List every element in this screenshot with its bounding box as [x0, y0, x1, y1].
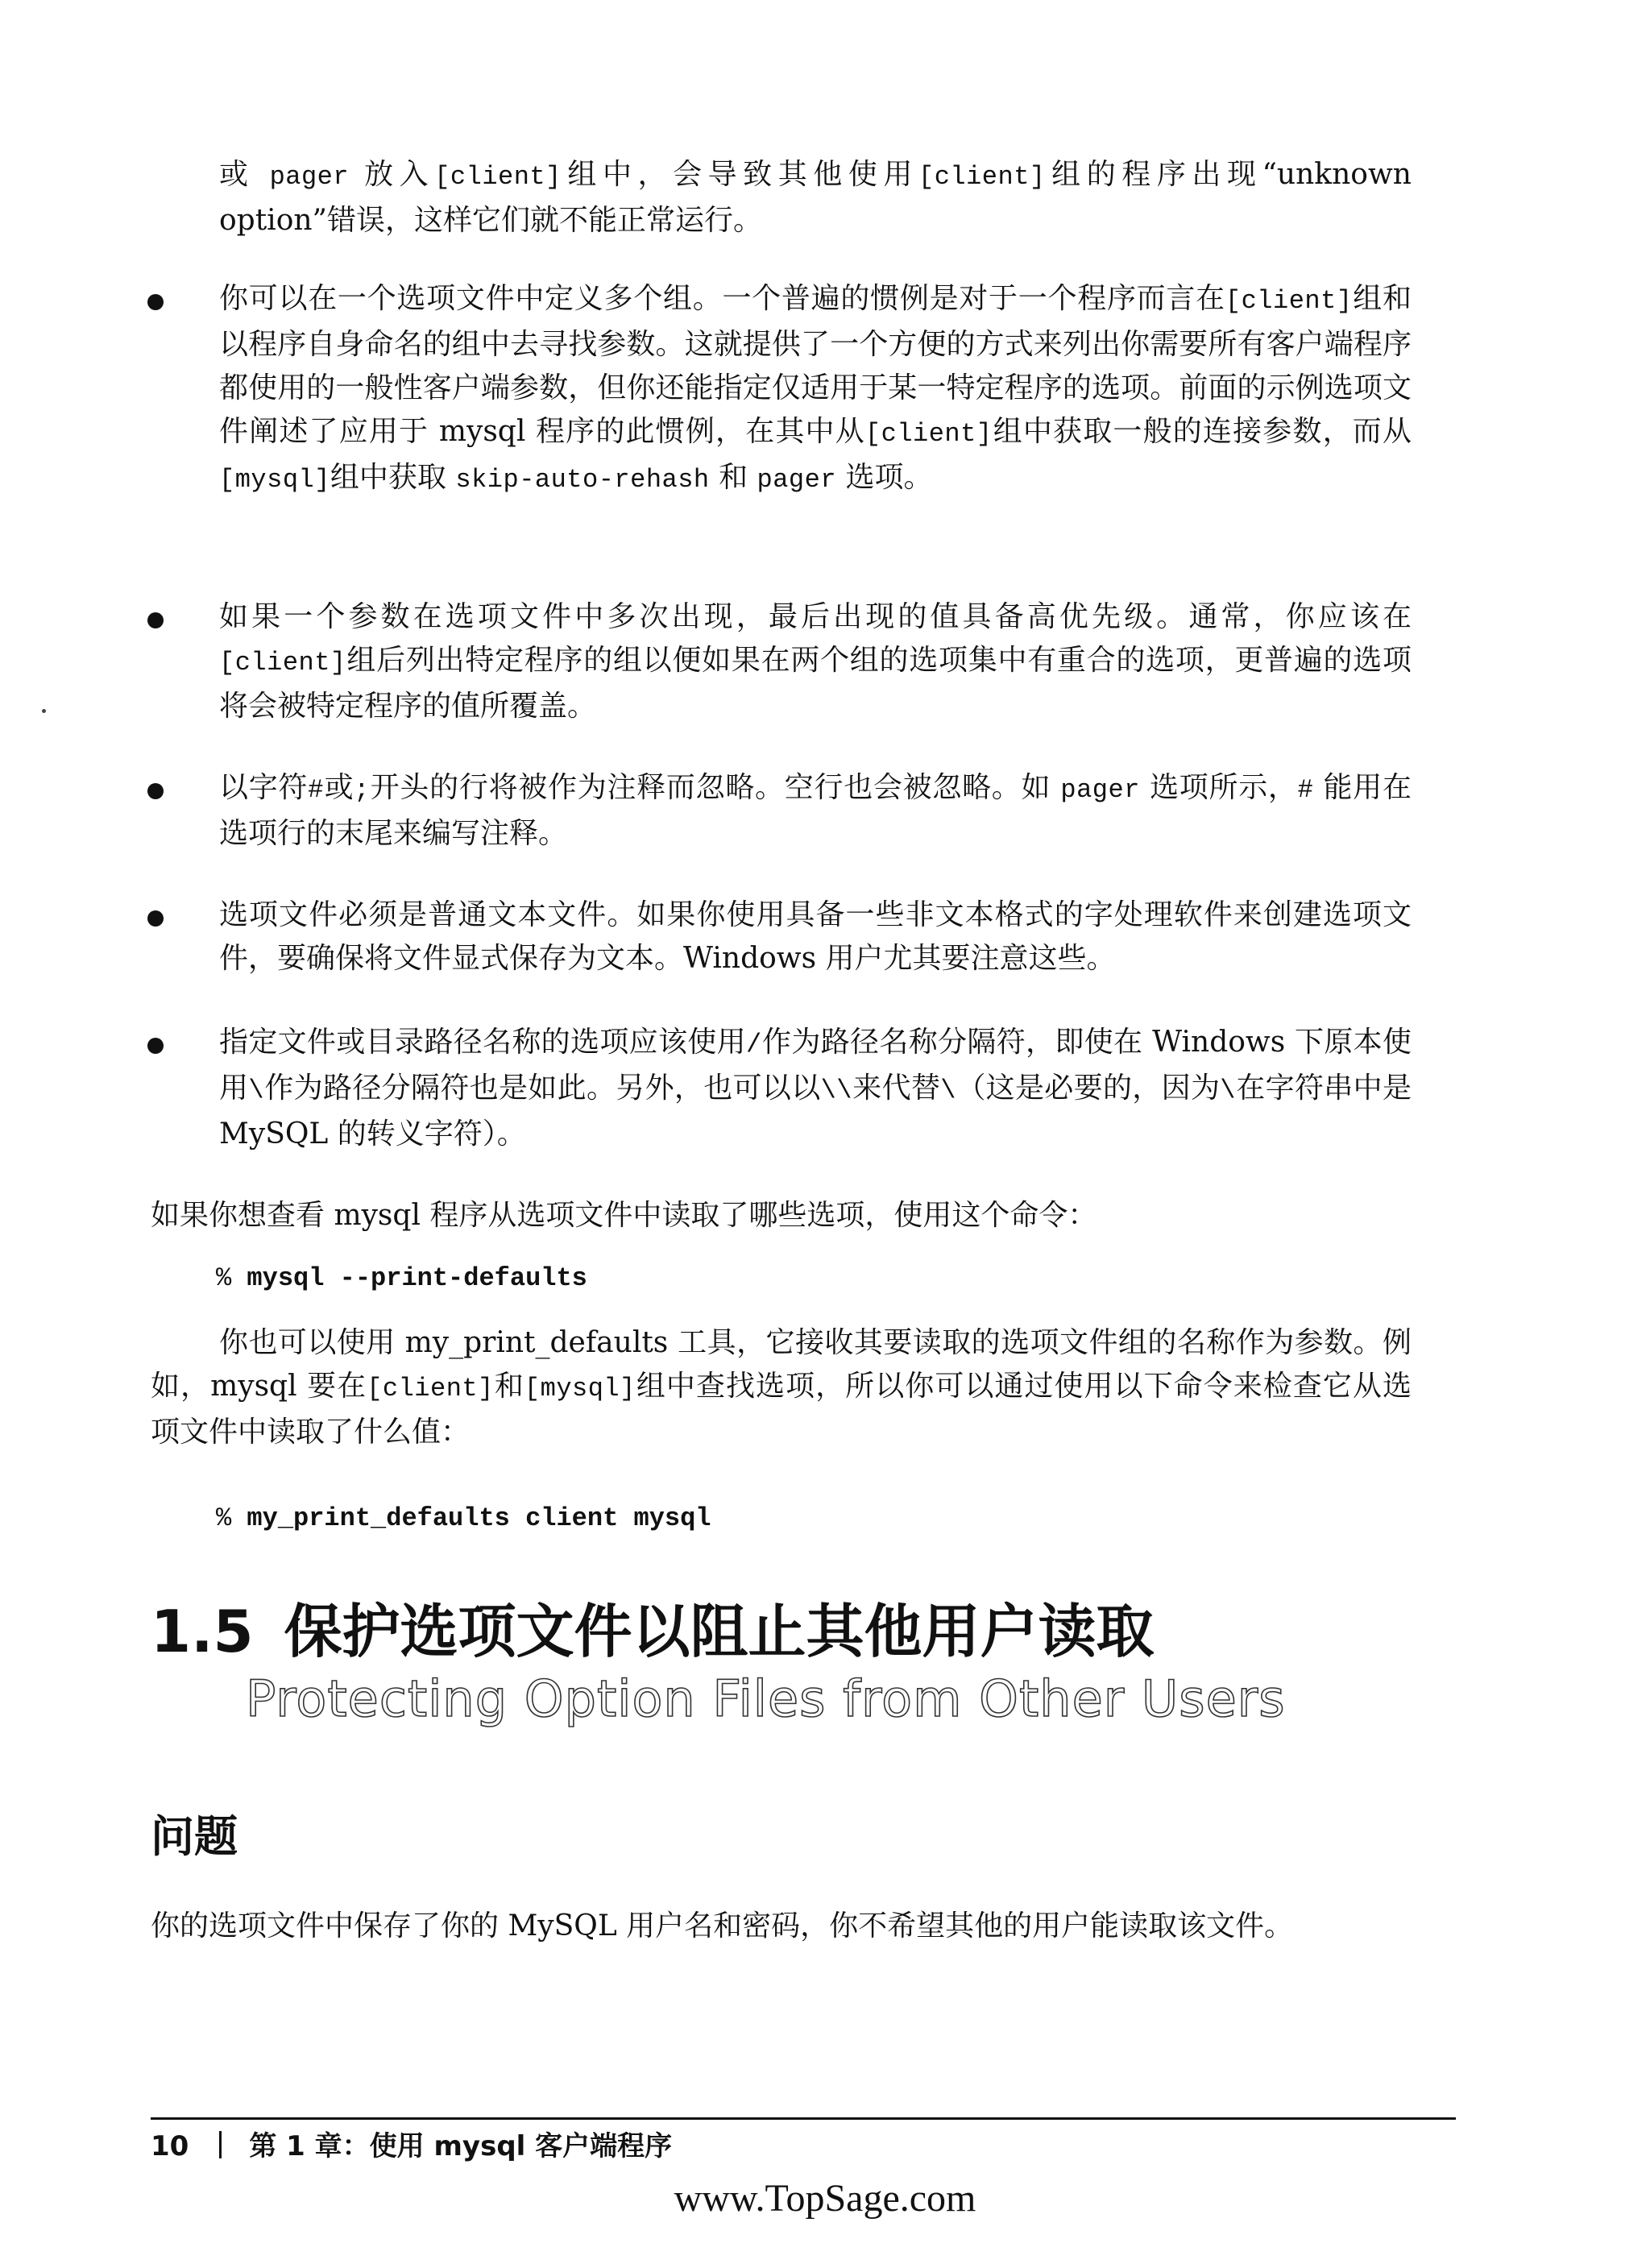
- print-defaults-paragraph: 如果你想查看 mysql 程序从选项文件中读取了哪些选项，使用这个命令：: [151, 1199, 1097, 1232]
- section-heading: [151, 1597, 1155, 1666]
- page-number: 10: [151, 2130, 189, 2162]
- bullet-marker: [147, 294, 164, 310]
- footer-rule: [151, 2117, 1456, 2120]
- scan-speck: [42, 709, 46, 713]
- bullet-marker: [147, 612, 164, 628]
- watermark-url: www.TopSage.com: [674, 2177, 976, 2220]
- bullet-item-comments: 以字符#或;开头的行将被作为注释而忽略。空行也会被忽略。如 pager 选项所示，# 能用在选项行的末尾来编写注释。: [219, 771, 1412, 850]
- command-my-print-defaults: % my_print_defaults client mysql: [216, 1503, 711, 1533]
- problem-heading: 问题: [151, 1811, 238, 1862]
- bullet-item-path-separator: 指定文件或目录路径名称的选项应该使用/作为路径名称分隔符，即使在 Windows 下原本使用\作为路径分隔符也是如此。另外，也可以以\\来代替\（这是必要的，因为\在字符串中是 MySQL 的转义字符）。: [219, 1026, 1412, 1151]
- bullet-item-groups: 你可以在一个选项文件中定义多个组。一个普遍的惯例是对于一个程序而言在[client]组和以程序自身命名的组中去寻找参数。这就提供了一个方便的方式来列出你需要所有客户端程序都使用的一般性客户端参数，但你还能指定仅适用于某一特定程序的选项。前面的示例选项文件阐述了应用于 mysql 程序的此惯例，在其中从[client]组中获取一般的连接参数，而从[mysql]组中获取 skip-auto-rehash 和 pager 选项。: [219, 282, 1412, 495]
- section-title-text: 保护选项文件以阻止其他用户读取: [284, 1598, 1155, 1665]
- section-number: 1.5: [151, 1598, 254, 1665]
- section-english-subtitle: Protecting Option Files from Other Users: [246, 1669, 1286, 1728]
- bullet-marker: [147, 783, 164, 799]
- continuation-paragraph: 或 pager 放入[client]组中，会导致其他使用[client]组的程序出现“unknown option”错误，这样它们就不能正常运行。: [219, 158, 1412, 237]
- bullet-item-plain-text: 选项文件必须是普通文本文件。如果你使用具备一些非文本格式的字处理软件来创建选项文件，要确保将文件显式保存为文本。Windows 用户尤其要注意这些。: [219, 898, 1412, 975]
- problem-paragraph: 你的选项文件中保存了你的 MySQL 用户名和密码，你不希望其他的用户能读取该文件。: [151, 1909, 1294, 1943]
- command-print-defaults: % mysql --print-defaults: [216, 1263, 587, 1293]
- footer-separator: [219, 2131, 222, 2158]
- bullet-marker: [147, 1038, 164, 1054]
- bullet-marker: [147, 910, 164, 927]
- tool-paragraph: 你也可以使用 my_print_defaults 工具，它接收其要读取的选项文件组的名称作为参数。例如，mysql 要在[client]和[mysql]组中查找选项，所以你可以通过使用以下命令来检查它从选项文件中读取了什么值：: [151, 1326, 1412, 1449]
- page-footer: [151, 2129, 672, 2164]
- footer-chapter: 第 1 章：使用 mysql 客户端程序: [249, 2130, 673, 2162]
- bullet-item-precedence: 如果一个参数在选项文件中多次出现，最后出现的值具备高优先级。通常，你应该在[client]组后列出特定程序的组以便如果在两个组的选项集中有重合的选项，更普遍的选项将会被特定程序的值所覆盖。: [219, 600, 1412, 723]
